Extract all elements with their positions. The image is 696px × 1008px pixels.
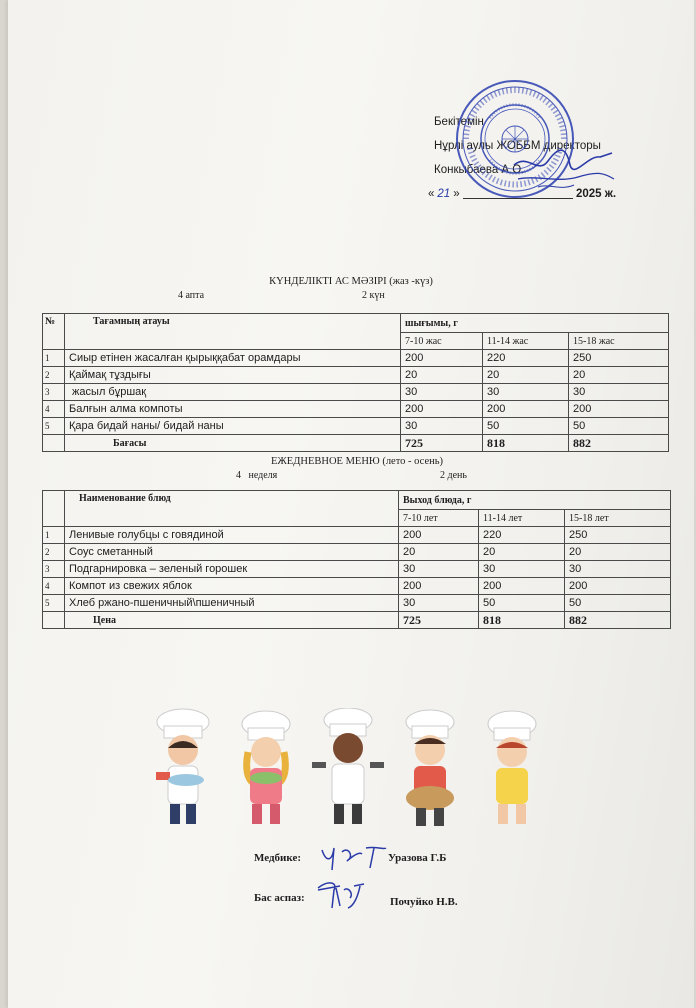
kaz-header-num: № xyxy=(43,314,65,350)
portion-11-14: 50 xyxy=(483,418,569,435)
dish-name: Балғын алма компоты xyxy=(65,401,401,418)
cook-name: Почуйко Н.В. xyxy=(390,896,458,908)
kaz-age-2: 11-14 жас xyxy=(483,333,569,350)
chef-kid-5 xyxy=(488,711,536,824)
cook-label: Бас аспаз: xyxy=(254,892,305,904)
table-row xyxy=(43,544,671,561)
rus-menu-week: 4 неделя xyxy=(236,470,278,481)
price-label: Бағасы xyxy=(65,435,401,452)
approval-date: « 21 » 2025 ж. xyxy=(428,188,617,200)
price-row xyxy=(43,612,671,629)
table-row xyxy=(43,527,671,544)
table-row xyxy=(43,561,671,578)
row-number: 1 xyxy=(43,350,65,367)
chef-kids-illustration-icon xyxy=(148,708,558,838)
table-row xyxy=(43,367,669,384)
rus-menu-table xyxy=(42,490,671,629)
portion-11-14: 20 xyxy=(483,367,569,384)
chef-kid-2 xyxy=(242,711,290,824)
dish-name: Компот из свежих яблок xyxy=(65,578,399,595)
dish-name: жасыл бұршақ xyxy=(65,384,401,401)
kaz-header-dish: Тағамның атауы xyxy=(65,314,401,350)
nurse-sign-row xyxy=(254,852,301,864)
price-15-18: 882 xyxy=(565,612,671,629)
price-label: Цена xyxy=(65,612,399,629)
kaz-age-3: 15-18 жас xyxy=(569,333,669,350)
portion-11-14: 20 xyxy=(479,544,565,561)
portion-11-14: 220 xyxy=(483,350,569,367)
portion-7-10: 200 xyxy=(399,527,479,544)
dish-name: Қара бидай наны/ бидай наны xyxy=(65,418,401,435)
portion-7-10: 20 xyxy=(401,367,483,384)
row-number: 5 xyxy=(43,595,65,612)
row-number: 4 xyxy=(43,578,65,595)
price-15-18: 882 xyxy=(569,435,669,452)
portion-15-18: 30 xyxy=(565,561,671,578)
dish-name: Соус сметанный xyxy=(65,544,399,561)
rus-menu-title: ЕЖЕДНЕВНОЕ МЕНЮ (лето - осень) xyxy=(270,456,444,467)
approval-date-year: 2025 ж. xyxy=(576,188,617,200)
rus-header-num xyxy=(43,491,65,527)
table-row xyxy=(43,350,669,367)
dish-name: Хлеб ржано-пшеничный\пшеничный xyxy=(65,595,399,612)
portion-7-10: 30 xyxy=(401,418,483,435)
portion-11-14: 30 xyxy=(479,561,565,578)
portion-15-18: 50 xyxy=(569,418,669,435)
kaz-menu-title: КҮНДЕЛІКТІ АС МӘЗІРІ (жаз -күз) xyxy=(269,276,433,287)
table-row xyxy=(43,384,669,401)
price-7-10: 725 xyxy=(401,435,483,452)
price-11-14: 818 xyxy=(479,612,565,629)
director-signature-icon xyxy=(508,135,618,195)
rus-age-1: 7-10 лет xyxy=(399,510,479,527)
dish-name: Подгарнировка – зеленый горошек xyxy=(65,561,399,578)
rus-header-output: Выход блюда, г xyxy=(399,491,671,510)
rus-age-2: 11-14 лет xyxy=(479,510,565,527)
row-number: 2 xyxy=(43,544,65,561)
cook-sign-row xyxy=(254,892,305,904)
portion-15-18: 30 xyxy=(569,384,669,401)
table-row xyxy=(43,418,669,435)
row-number: 3 xyxy=(43,561,65,578)
row-number: 1 xyxy=(43,527,65,544)
kaz-header-output: шығымы, г xyxy=(401,314,669,333)
kaz-age-1: 7-10 жас xyxy=(401,333,483,350)
portion-11-14: 200 xyxy=(483,401,569,418)
table-row xyxy=(43,578,671,595)
portion-15-18: 250 xyxy=(569,350,669,367)
portion-15-18: 20 xyxy=(565,544,671,561)
kaz-menu-table xyxy=(42,313,669,452)
price-row-num xyxy=(43,612,65,629)
price-row-num xyxy=(43,435,65,452)
price-11-14: 818 xyxy=(483,435,569,452)
rus-age-3: 15-18 лет xyxy=(565,510,671,527)
dish-name: Ленивые голубцы с говядиной xyxy=(65,527,399,544)
rus-header-dish: Наименование блюд xyxy=(65,491,399,527)
portion-15-18: 250 xyxy=(565,527,671,544)
cook-signature-icon xyxy=(314,876,370,912)
table-row xyxy=(43,595,671,612)
portion-15-18: 50 xyxy=(565,595,671,612)
portion-7-10: 30 xyxy=(399,595,479,612)
nurse-signature-icon xyxy=(318,842,390,872)
price-7-10: 725 xyxy=(399,612,479,629)
approval-position: Нұрлі аулы ЖОББМ директоры xyxy=(434,140,601,152)
nurse-name: Уразова Г.Б xyxy=(388,852,447,864)
portion-7-10: 30 xyxy=(399,561,479,578)
nurse-label: Медбике: xyxy=(254,852,301,864)
rus-menu-day: 2 день xyxy=(440,470,467,481)
row-number: 3 xyxy=(43,384,65,401)
portion-15-18: 200 xyxy=(569,401,669,418)
chef-kid-3 xyxy=(312,708,384,824)
chef-kid-1 xyxy=(156,709,209,824)
approval-director-name: Конкыбаева А.О. xyxy=(434,164,525,176)
portion-11-14: 200 xyxy=(479,578,565,595)
portion-15-18: 200 xyxy=(565,578,671,595)
portion-7-10: 200 xyxy=(401,350,483,367)
dish-name: Сиыр етінен жасалған қырыққабат орамдары xyxy=(65,350,401,367)
kaz-menu-week: 4 апта xyxy=(178,290,205,301)
portion-7-10: 20 xyxy=(399,544,479,561)
portion-7-10: 30 xyxy=(401,384,483,401)
price-row xyxy=(43,435,669,452)
dish-name: Қаймақ тұздығы xyxy=(65,367,401,384)
portion-7-10: 200 xyxy=(401,401,483,418)
table-row xyxy=(43,401,669,418)
portion-15-18: 20 xyxy=(569,367,669,384)
portion-11-14: 30 xyxy=(483,384,569,401)
chef-kid-4 xyxy=(406,710,454,826)
portion-11-14: 50 xyxy=(479,595,565,612)
row-number: 2 xyxy=(43,367,65,384)
approval-title: Бекітемін xyxy=(434,116,484,128)
approval-date-day: 21 xyxy=(437,188,451,200)
document-page xyxy=(8,0,694,1008)
portion-11-14: 220 xyxy=(479,527,565,544)
row-number: 5 xyxy=(43,418,65,435)
kaz-menu-day: 2 күн xyxy=(362,290,385,301)
row-number: 4 xyxy=(43,401,65,418)
portion-7-10: 200 xyxy=(399,578,479,595)
